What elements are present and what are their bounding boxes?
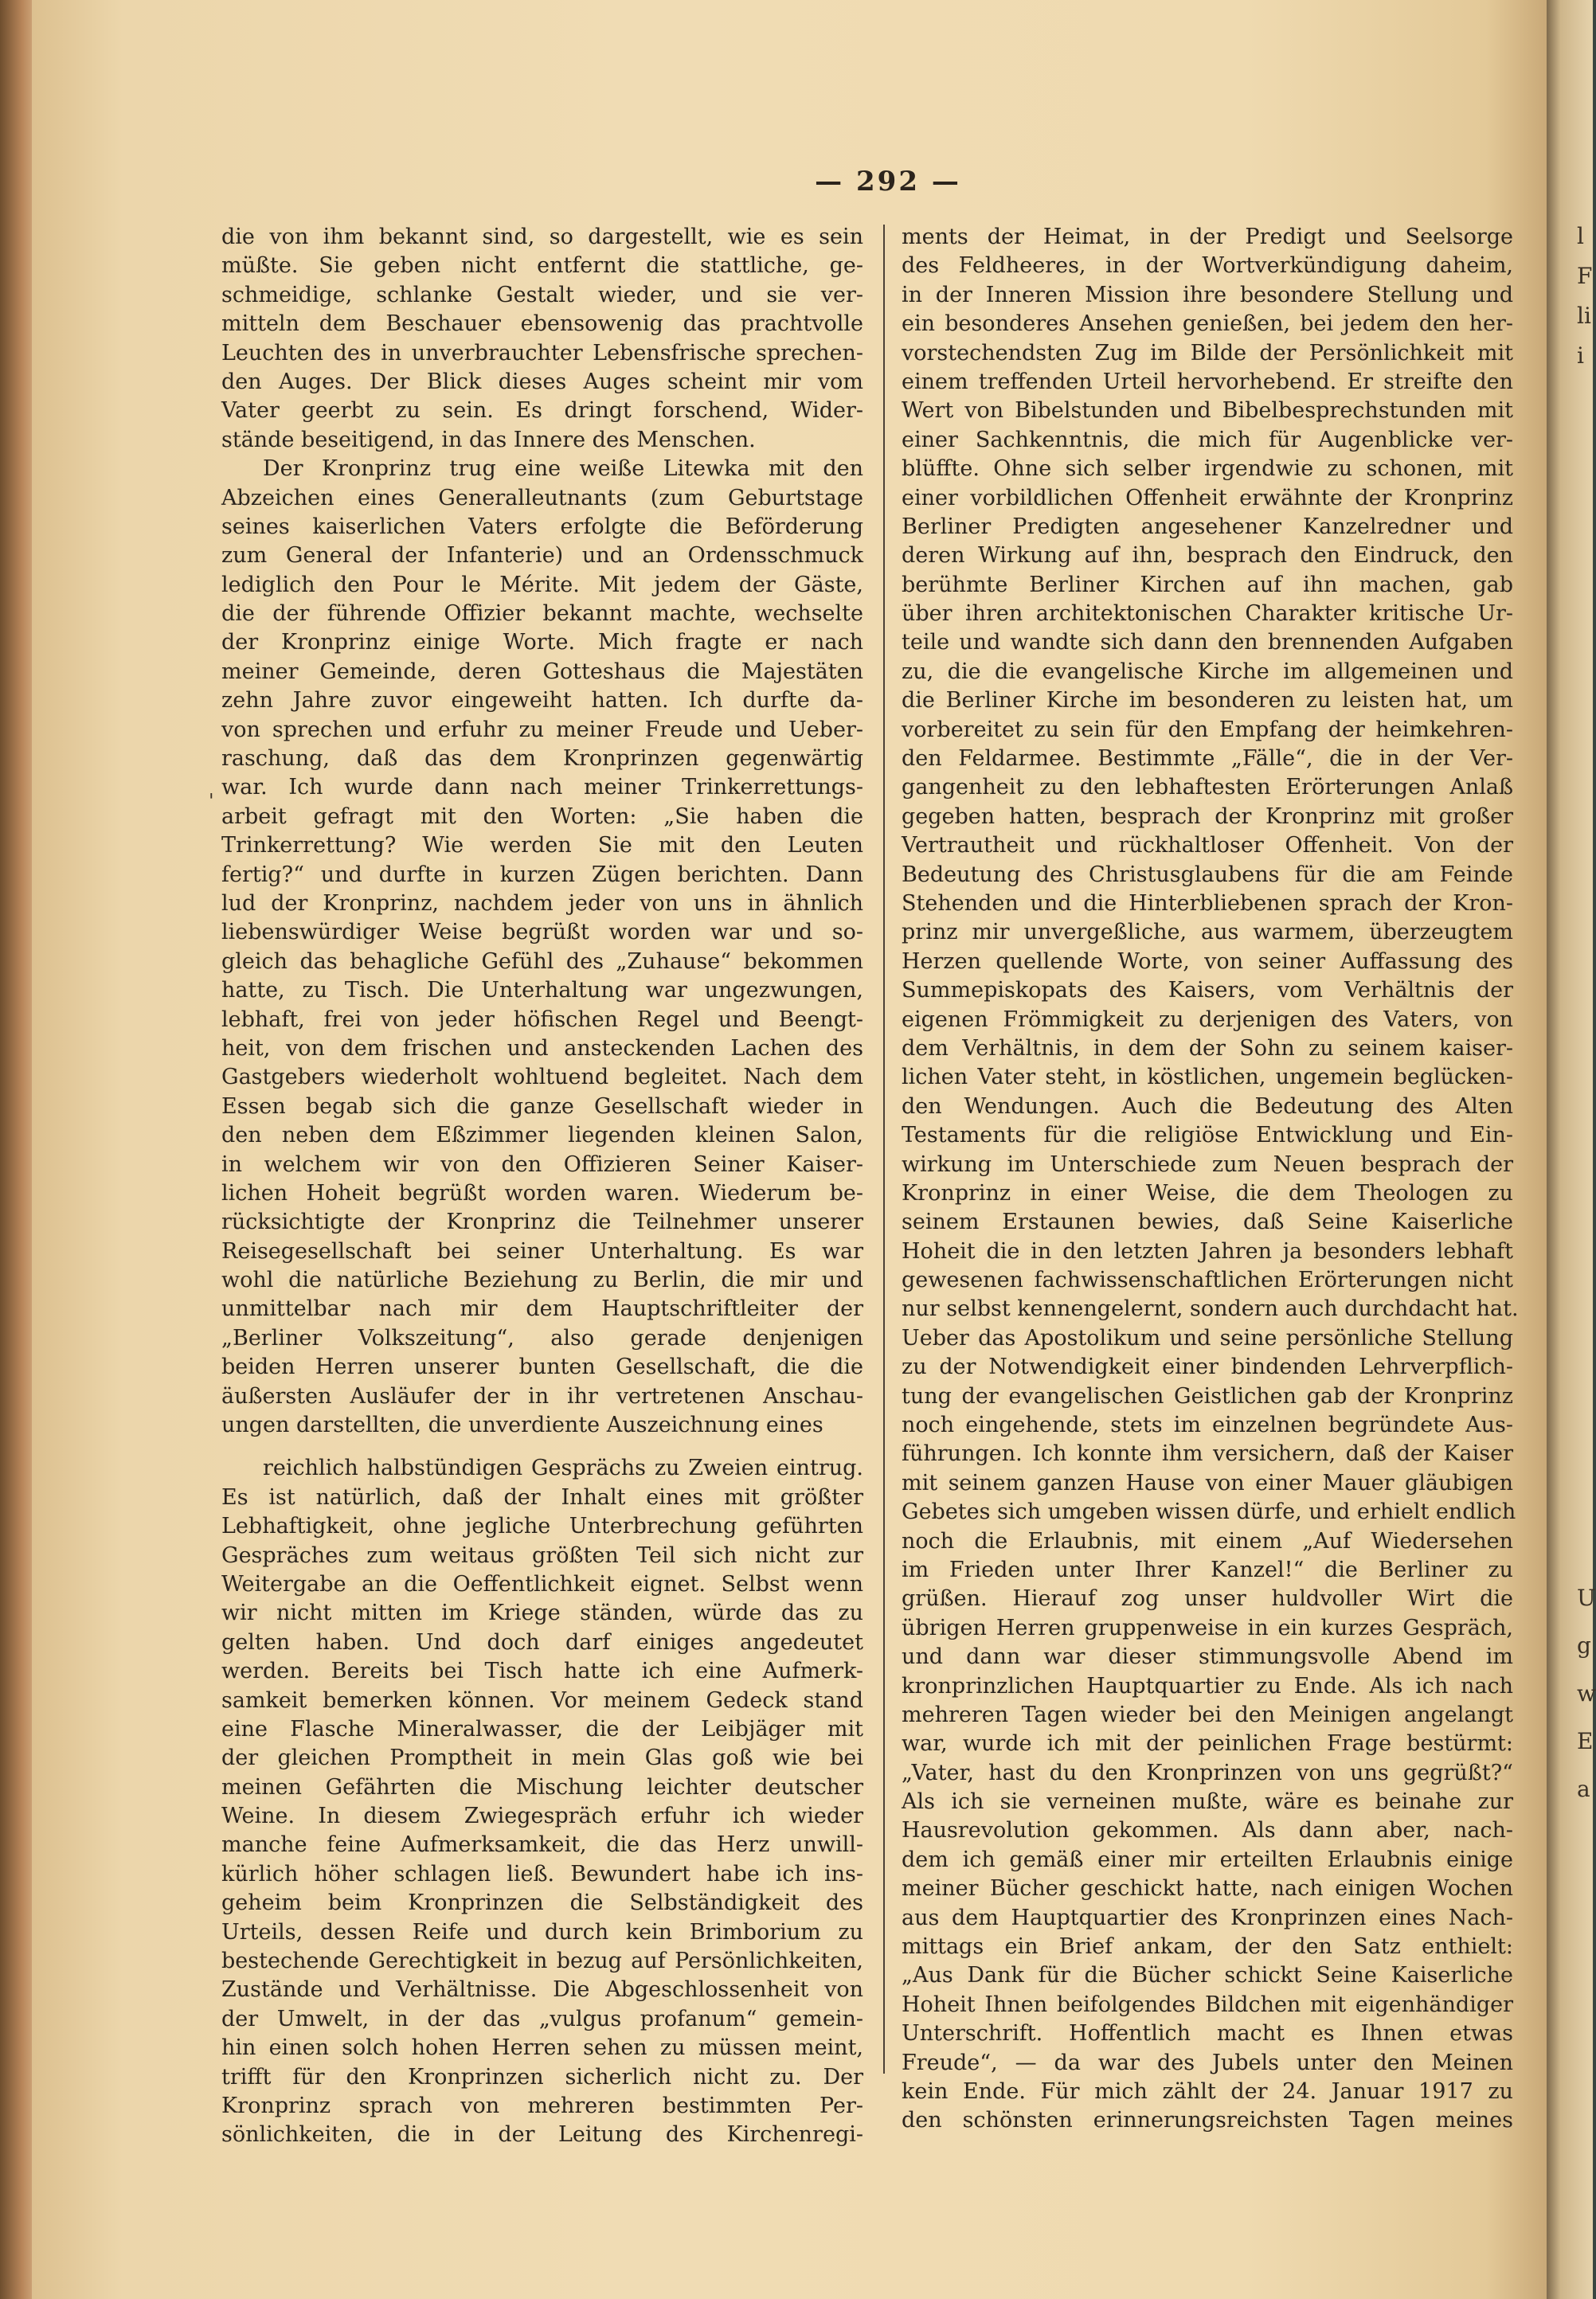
text-line: lediglich den Pour le Mérite. Mit jedem der Gäste, xyxy=(221,572,863,597)
text-line: „Vater, hast du den Kronprinzen von uns gegrüßt?“ xyxy=(902,1760,1513,1785)
text-line: dem ich gemäß einer mir erteilten Erlaubnis einige xyxy=(902,1847,1513,1872)
text-line: Leuchten des in unverbrauchter Lebensfrische sprechen- xyxy=(221,340,863,366)
text-line: seinem Erstaunen bewies, daß Seine Kaiserliche xyxy=(902,1210,1513,1235)
adjacent-page-fragment: w xyxy=(1577,1680,1596,1707)
text-line: Kronprinz in einer Weise, die dem Theologen zu xyxy=(902,1180,1513,1206)
text-line: heit, von dem frischen und ansteckenden Lachen des xyxy=(221,1035,863,1061)
text-line: Es ist natürlich, daß der Inhalt eines mit größter xyxy=(221,1484,863,1510)
text-line: meiner Gemeinde, deren Gotteshaus die Majestäten xyxy=(221,659,863,684)
text-line: geheim beim Kronprinzen die Selbständigkeit des xyxy=(221,1890,863,1916)
text-line: über ihren architektonischen Charakter kritische Ur- xyxy=(902,601,1513,627)
text-line: übrigen Herren gruppenweise in ein kurzes Gespräch, xyxy=(902,1615,1513,1640)
left-column xyxy=(221,223,863,2150)
text-line: deren Wirkung auf ihn, besprach den Eindruck, den xyxy=(902,543,1513,569)
text-line: hin einen solch hohen Herren sehen zu müssen meint, xyxy=(221,2035,863,2061)
adjacent-page-edge xyxy=(1547,0,1596,2299)
text-line: liebenswürdiger Weise begrüßt worden war und so- xyxy=(221,920,863,945)
text-line: „Berliner Volkszeitung“, also gerade denjenigen xyxy=(221,1325,863,1351)
text-line: ungen darstellten, die unverdiente Auszeichnung eines xyxy=(221,1413,823,1438)
text-line: Als ich sie verneinen mußte, wäre es beinahe zur xyxy=(902,1789,1513,1815)
text-line: Kronprinz sprach von mehreren bestimmten Per- xyxy=(221,2094,863,2118)
text-line: führungen. Ich konnte ihm versichern, daß der Kaiser xyxy=(902,1441,1513,1467)
text-line: Berliner Predigten angesehener Kanzelredner und xyxy=(902,514,1513,539)
text-line: gewesenen fachwissenschaftlichen Erörterungen nicht xyxy=(902,1268,1513,1293)
text-line: die Berliner Kirche im besonderen zu leisten hat, um xyxy=(902,688,1513,714)
text-line: war, wurde ich mit der peinlichen Frage bestürmt: xyxy=(902,1731,1513,1757)
text-line: einer Sachkenntnis, die mich für Augenblicke ver- xyxy=(902,427,1513,452)
text-line: im Frieden unter Ihrer Kanzel!“ die Berliner zu xyxy=(902,1557,1513,1582)
text-line: der gleichen Promptheit in mein Glas goß wie bei xyxy=(221,1746,863,1771)
text-line: unmittelbar nach mir dem Hauptschriftleiter der xyxy=(221,1296,863,1322)
page-number: — 292 — xyxy=(815,166,961,197)
adjacent-page-fragment: i xyxy=(1577,342,1584,369)
text-line: Testaments für die religiöse Entwicklung und Ein- xyxy=(902,1123,1513,1148)
text-line: Summepiskopats des Kaisers, vom Verhältnis der xyxy=(902,978,1513,1003)
adjacent-page-fragment: E xyxy=(1577,1728,1594,1754)
text-line: einem treffenden Urteil hervorhebend. Er streifte den xyxy=(902,369,1513,394)
text-line: wir nicht mitten im Kriege ständen, würde das zu xyxy=(221,1601,863,1626)
text-line: der Umwelt, in der das „vulgus profanum“ gemein- xyxy=(221,2006,863,2031)
adjacent-page-fragment: F xyxy=(1577,263,1593,289)
text-line: wohl die natürliche Beziehung zu Berlin, die mir und xyxy=(221,1268,863,1293)
text-line: rücksichtigte der Kronprinz die Teilnehmer unserer xyxy=(221,1210,863,1235)
text-line: seines kaiserlichen Vaters erfolgte die Beförderung xyxy=(221,514,863,539)
text-line: Stehenden und die Hinterbliebenen sprach der Kron- xyxy=(902,890,1513,916)
text-line: manche feine Aufmerksamkeit, die das Herz unwill- xyxy=(221,1832,863,1858)
text-line: Bedeutung des Christusglaubens für die am Feinde xyxy=(902,862,1513,887)
text-line: gelten haben. Und doch darf einiges angedeutet xyxy=(221,1629,863,1655)
text-line: Weitergabe an die Oeffentlichkeit eignet. Selbst wenn xyxy=(221,1571,863,1597)
text-line: den Feldarmee. Bestimmte „Fälle“, die in der Ver- xyxy=(902,746,1513,772)
text-line: wirkung im Unterschiede zum Neuen besprach der xyxy=(902,1151,1513,1177)
text-line: arbeit gefragt mit den Worten: „Sie haben die xyxy=(221,803,863,829)
text-line: nur selbst kennengelernt, sondern auch durchdacht hat. xyxy=(902,1296,1519,1322)
text-line: äußersten Ausläufer der in ihr vertretenen Anschau- xyxy=(221,1383,863,1409)
text-line: der Kronprinz einige Worte. Mich fragte er nach xyxy=(221,630,863,655)
text-line: einer vorbildlichen Offenheit erwähnte der Kronprinz xyxy=(902,485,1513,510)
text-line: reichlich halbstündigen Gesprächs zu Zweien eintrug. xyxy=(263,1456,863,1481)
text-line: Ueber das Apostolikum und seine persönliche Stellung xyxy=(902,1325,1513,1351)
text-line: zehn Jahre zuvor eingeweiht hatten. Ich durfte da- xyxy=(221,688,863,714)
adjacent-page-fragment: l xyxy=(1577,223,1584,249)
text-line: vorstechendsten Zug im Bilde der Persönlichkeit mit xyxy=(902,340,1513,366)
adjacent-page-fragment: U xyxy=(1577,1585,1596,1611)
text-line: fertig?“ und durfte in kurzen Zügen berichten. Dann xyxy=(221,862,863,887)
column-divider xyxy=(883,225,885,2074)
book-binding-left xyxy=(0,0,32,2299)
text-line: Herzen quellende Worte, von seiner Auffassung des xyxy=(902,948,1513,974)
text-line: aus dem Hauptquartier des Kronprinzen eines Nach- xyxy=(902,1905,1513,1930)
text-line: mit seinem ganzen Hause von einer Mauer gläubigen xyxy=(902,1470,1513,1496)
text-line: des Feldheeres, in der Wortverkündigung daheim, xyxy=(902,253,1513,279)
text-line: Hoheit die in den letzten Jahren ja besonders lebhaft xyxy=(902,1238,1513,1264)
text-line: den Auges. Der Blick dieses Auges scheint mir vom xyxy=(221,369,863,394)
text-line: bestechende Gerechtigkeit in bezug auf Persönlichkeiten, xyxy=(221,1949,863,1974)
text-line: Essen begab sich die ganze Gesellschaft wieder in xyxy=(221,1093,863,1119)
text-line: kein Ende. Für mich zählt der 24. Januar 1917 zu xyxy=(902,2079,1513,2104)
text-line: von sprechen und erfuhr zu meiner Freude und Ueber- xyxy=(221,717,863,742)
text-line: Hoheit Ihnen beifolgendes Bildchen mit eigenhändiger xyxy=(902,1992,1513,2017)
right-column xyxy=(902,223,1519,2136)
margin-mark: ' xyxy=(209,790,214,812)
adjacent-page-fragment: a xyxy=(1577,1776,1590,1802)
text-line: teile und wandte sich dann den brennenden Aufgaben xyxy=(902,630,1513,655)
text-line: Urteils, dessen Reife und durch kein Brimborium zu xyxy=(221,1919,863,1945)
text-line: ments der Heimat, in der Predigt und Seelsorge xyxy=(902,225,1513,249)
text-line: den neben dem Eßzimmer liegenden kleinen Salon, xyxy=(221,1123,863,1148)
text-line: lebhaft, frei von jeder höfischen Regel und Beengt- xyxy=(221,1007,863,1032)
text-line: Abzeichen eines Generalleutnants (zum Geburtstage xyxy=(221,485,863,510)
text-line: noch eingehende, stets im einzelnen begründete Aus- xyxy=(902,1413,1513,1438)
text-line: schmeidige, schlanke Gestalt wieder, und sie ver- xyxy=(221,282,863,307)
text-line: hatte, zu Tisch. Die Unterhaltung war ungezwungen, xyxy=(221,978,863,1003)
text-line: Freude“, — da war des Jubels unter den Meinen xyxy=(902,2050,1513,2075)
text-line: meinen Gefährten die Mischung leichter deutscher xyxy=(221,1774,863,1800)
text-line: Der Kronprinz trug eine weiße Litewka mit den xyxy=(263,456,863,482)
text-line: müßte. Sie geben nicht entfernt die stattliche, ge- xyxy=(221,253,863,279)
text-line: gangenheit zu den lebhaftesten Erörterungen Anlaß xyxy=(902,775,1513,800)
text-line: eine Flasche Mineralwasser, die der Leibjäger mit xyxy=(221,1716,863,1742)
text-line: die von ihm bekannt sind, so dargestellt, wie es sein xyxy=(221,225,863,249)
text-line: mitteln dem Beschauer ebensowenig das prachtvolle xyxy=(221,311,863,337)
text-line: kronprinzlichen Hauptquartier zu Ende. Als ich nach xyxy=(902,1673,1513,1699)
adjacent-page-fragment: g xyxy=(1577,1632,1591,1659)
text-line: zu der Notwendigkeit einer bindenden Lehrverpflich- xyxy=(902,1355,1513,1380)
text-line: Wert von Bibelstunden und Bibelbesprechstunden mit xyxy=(902,398,1513,424)
text-line: war. Ich wurde dann nach meiner Trinkerrettungs- xyxy=(221,775,863,800)
text-line: blüffte. Ohne sich selber irgendwie zu schonen, mit xyxy=(902,456,1513,482)
text-line: in welchem wir von den Offizieren Seiner Kaiser- xyxy=(221,1151,863,1177)
text-line: werden. Bereits bei Tisch hatte ich eine Aufmerk- xyxy=(221,1659,863,1684)
text-line: Hausrevolution gekommen. Als dann aber, nach- xyxy=(902,1818,1513,1844)
text-line: beiden Herren unserer bunten Gesellschaft, die die xyxy=(221,1355,863,1380)
text-line: Vater geerbt zu sein. Es dringt forschend, Wider- xyxy=(221,398,863,424)
text-line: Trinkerrettung? Wie werden Sie mit den Leuten xyxy=(221,833,863,858)
text-line: Reisegesellschaft bei seiner Unterhaltung. Es war xyxy=(221,1238,863,1264)
text-line: gegeben hatten, besprach der Kronprinz mit großer xyxy=(902,803,1513,829)
text-line: mittags ein Brief ankam, der den Satz enthielt: xyxy=(902,1934,1513,1960)
text-line: tung der evangelischen Geistlichen gab der Kronprinz xyxy=(902,1383,1513,1409)
text-line: und dann war dieser stimmungsvolle Abend im xyxy=(902,1644,1513,1670)
text-line: zu, die die evangelische Kirche im allgemeinen und xyxy=(902,659,1513,684)
text-line: die der führende Offizier bekannt machte, wechselte xyxy=(221,601,863,627)
text-line: Unterschrift. Hoffentlich macht es Ihnen etwas xyxy=(902,2021,1513,2047)
adjacent-page-fragment: li xyxy=(1577,303,1591,329)
text-line: lichen Hoheit begrüßt worden waren. Wiederum be- xyxy=(221,1180,863,1206)
text-line: samkeit bemerken können. Vor meinem Gedeck stand xyxy=(221,1687,863,1713)
text-line: den Wendungen. Auch die Bedeutung des Alten xyxy=(902,1093,1513,1119)
text-line: Zustände und Verhältnisse. Die Abgeschlossenheit von xyxy=(221,1977,863,2003)
text-line: Weine. In diesem Zwiegespräch erfuhr ich wieder xyxy=(221,1804,863,1829)
text-line: stände beseitigend, in das Innere des Menschen. xyxy=(221,427,756,452)
text-line: zum General der Infanterie) und an Ordensschmuck xyxy=(221,543,863,569)
text-line: dem Verhältnis, in dem der Sohn zu seinem kaiser- xyxy=(902,1035,1513,1061)
text-line: trifft für den Kronprinzen sicherlich nicht zu. Der xyxy=(221,2064,863,2090)
text-line: eigenen Frömmigkeit zu derjenigen des Vaters, von xyxy=(902,1007,1513,1032)
text-line: grüßen. Hierauf zog unser huldvoller Wirt die xyxy=(902,1586,1513,1612)
text-line: noch die Erlaubnis, mit einem „Auf Wiedersehen xyxy=(902,1528,1513,1554)
text-line: Gespräches zum weitaus größten Teil sich nicht zur xyxy=(221,1542,863,1568)
text-line: „Aus Dank für die Bücher schickt Seine Kaiserliche xyxy=(902,1963,1513,1988)
text-line: Lebhaftigkeit, ohne jegliche Unterbrechung geführten xyxy=(221,1514,863,1539)
text-line: berühmte Berliner Kirchen auf ihn machen, gab xyxy=(902,572,1513,597)
text-line: in der Inneren Mission ihre besondere Stellung und xyxy=(902,282,1513,307)
text-line: raschung, daß das dem Kronprinzen gegenwärtig xyxy=(221,746,863,772)
text-line: ein besonderes Ansehen genießen, bei jedem den her- xyxy=(902,311,1513,337)
text-line: Vertrautheit und rückhaltloser Offenheit. Von der xyxy=(902,833,1513,858)
text-line: Gebetes sich umgeben wissen dürfe, und erhielt endlich xyxy=(902,1499,1516,1525)
text-line: Gastgebers wiederholt wohltuend begleitet. Nach dem xyxy=(221,1065,863,1090)
text-line: meiner Bücher geschickt hatte, nach einigen Wochen xyxy=(902,1876,1513,1902)
text-line: gleich das behagliche Gefühl des „Zuhause“ bekommen xyxy=(221,948,863,974)
text-line: vorbereitet zu sein für den Empfang der heimkehren- xyxy=(902,717,1513,742)
text-line: lud der Kronprinz, nachdem jeder von uns in ähnlich xyxy=(221,890,863,916)
text-line: mehreren Tagen wieder bei den Meinigen angelangt xyxy=(902,1702,1513,1727)
text-line: lichen Vater steht, in köstlichen, ungemein beglücken- xyxy=(902,1065,1513,1090)
text-line: kürlich höher schlagen ließ. Bewundert habe ich ins- xyxy=(221,1861,863,1887)
text-line: prinz mir unvergeßliche, aus warmem, überzeugtem xyxy=(902,920,1513,945)
text-line: den schönsten erinnerungsreichsten Tagen meines xyxy=(902,2108,1513,2133)
text-line: sönlichkeiten, die in der Leitung des Kirchenregi- xyxy=(221,2122,863,2148)
